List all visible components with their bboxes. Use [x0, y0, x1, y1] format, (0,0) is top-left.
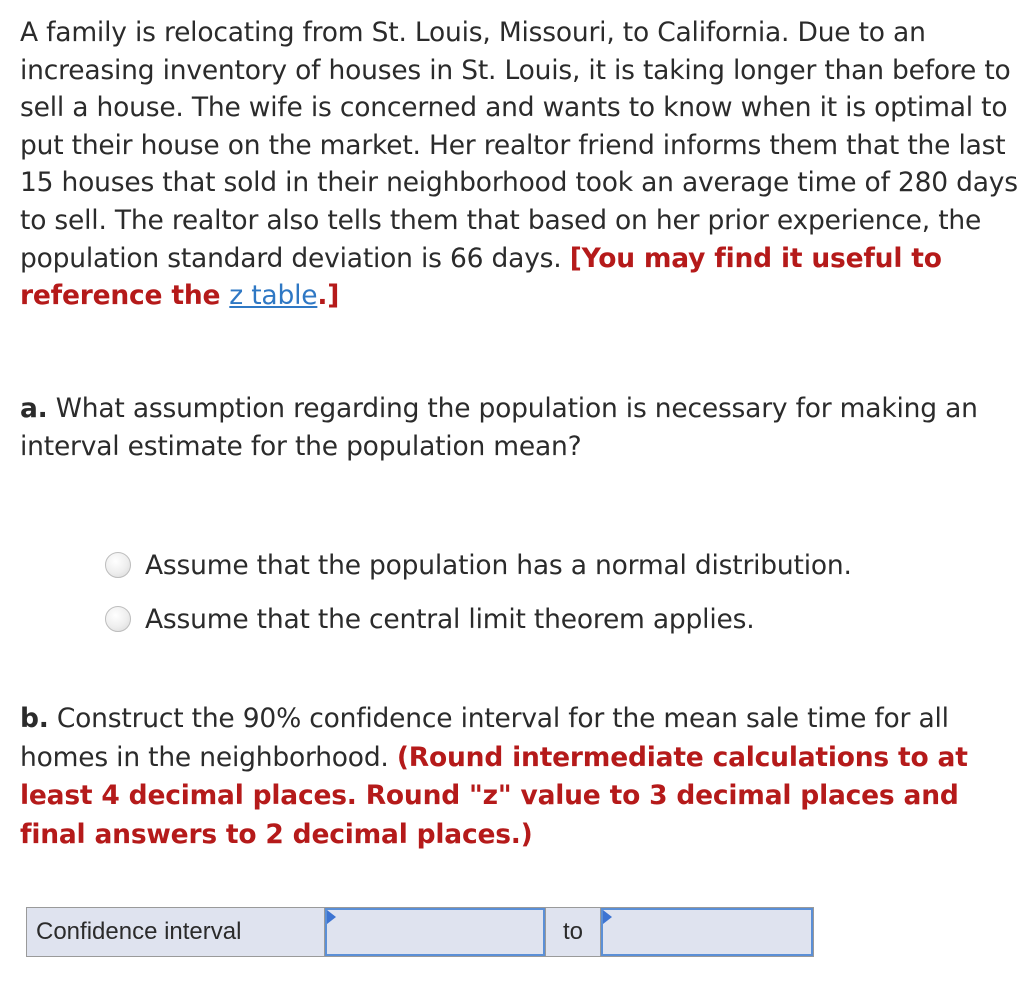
- question-b-text: Construct the 90% confidence interval for the mean sale time for all homes in the neighborhood.: [20, 703, 949, 773]
- radio-button[interactable]: [105, 606, 131, 632]
- upper-bound-input[interactable]: [601, 908, 813, 956]
- question-a-text: What assumption regarding the population is necessary for making an interval estimate for the population mean?: [20, 393, 978, 462]
- question-b: [20, 700, 1020, 854]
- question-b-label: b.: [20, 703, 49, 734]
- option-central-limit-theorem[interactable]: [105, 592, 1005, 646]
- confidence-interval-label: Confidence interval: [27, 908, 325, 956]
- option-label: Assume that the population has a normal distribution.: [145, 549, 852, 581]
- z-table-link[interactable]: z table: [229, 280, 318, 312]
- question-a: [20, 390, 1010, 466]
- option-label: Assume that the central limit theorem applies.: [145, 603, 755, 635]
- interval-separator: to: [545, 908, 601, 956]
- rounding-instruction: (Round intermediate calculations to at least 4 decimal places. Round "z" value to 3 decimal places and final answers to 2 decimal places.): [20, 741, 968, 850]
- lower-bound-cell: [325, 908, 545, 956]
- lower-bound-input[interactable]: [325, 908, 545, 956]
- problem-text: A family is relocating from St. Louis, Missouri, to California. Due to an increasing inventory of houses in St. Louis, it is taking longer than before to sell a house. The wife is concerned and wants to know when it is optimal to put their house on the market. Her realtor friend informs them that the last 15 houses that sold in their neighborhood took an average time of 280 days to sell. The realtor also tells them that based on her prior experience, the population standard deviation is 66 days.: [20, 17, 1018, 274]
- input-flag-icon: [603, 910, 612, 924]
- option-normal-distribution[interactable]: [105, 538, 1005, 592]
- question-a-options: [105, 538, 1005, 646]
- upper-bound-cell: [601, 908, 813, 956]
- question-a-label: a.: [20, 393, 48, 424]
- confidence-interval-table: [26, 907, 814, 957]
- radio-button[interactable]: [105, 552, 131, 578]
- input-flag-icon: [327, 910, 336, 924]
- reference-note: [You may find it useful to reference the z table.]: [20, 242, 942, 312]
- problem-statement: [20, 14, 1020, 315]
